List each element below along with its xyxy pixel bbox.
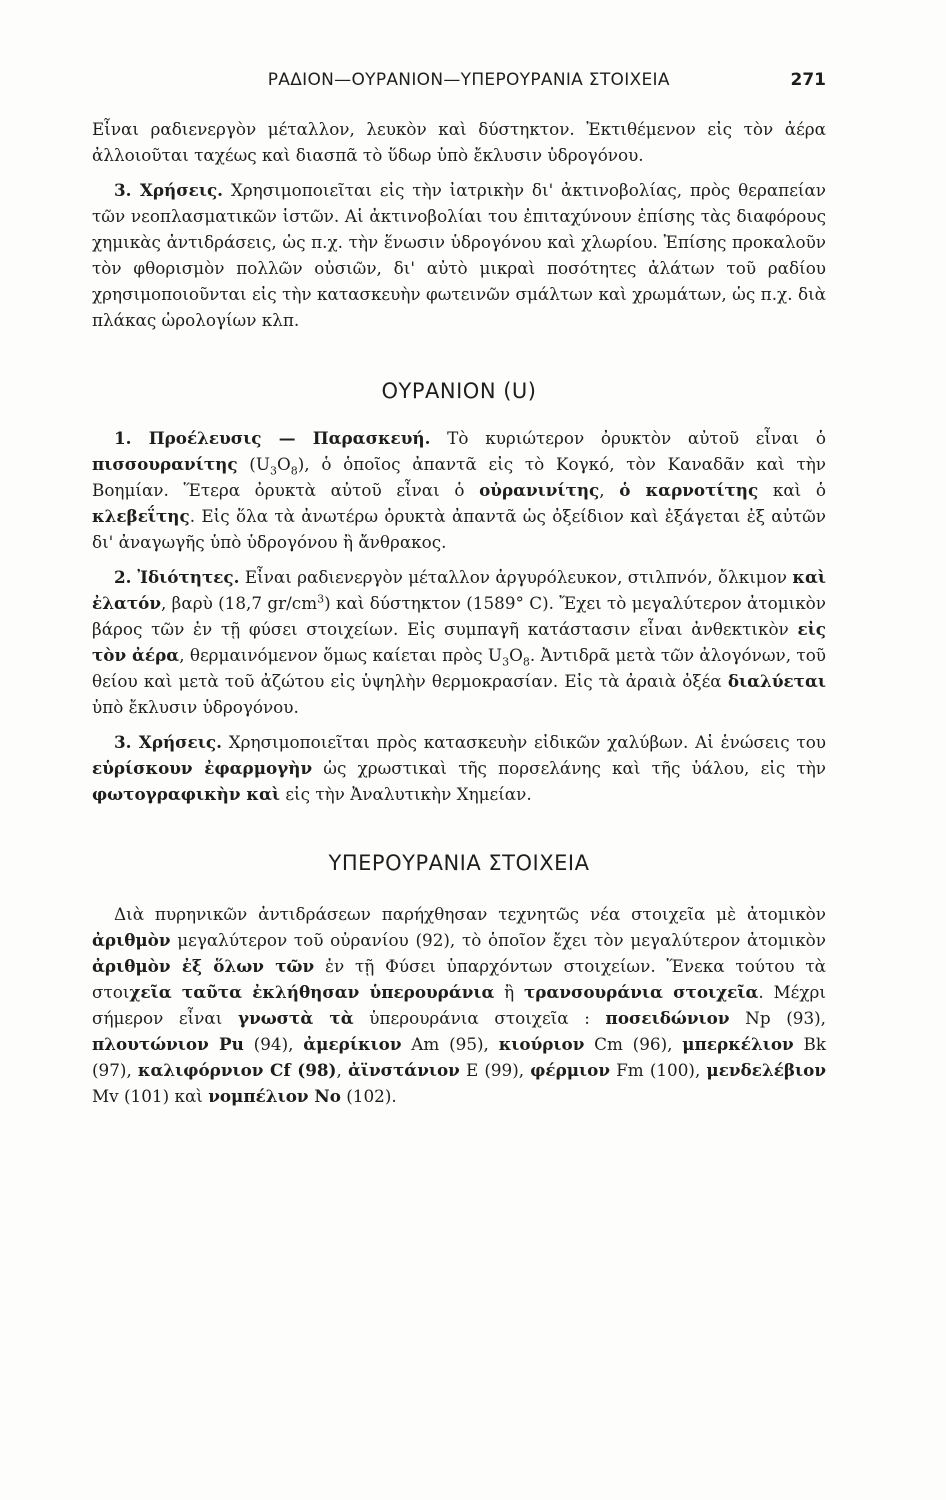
radium-uses-label: 3. Χρήσεις. — [114, 180, 224, 200]
text-run: Τὸ κυριώτερον ὀρυκτὸν αὐτοῦ εἶναι ὁ — [430, 428, 826, 448]
uranium-properties-label: 2. Ἰδιότητες. — [114, 567, 240, 587]
bold-run: εἰς τὸν ἀέρα — [92, 619, 826, 665]
element-symbol: , — [336, 1060, 348, 1080]
text-run: . Μέχρι σήμερον εἶναι — [92, 982, 826, 1028]
uranium-section-title: ΟΥΡΑΝΙΟΝ (U) — [381, 379, 537, 403]
element-curium: κιούριον — [498, 1034, 585, 1054]
bold-run: ἀριθμὸν ἐξ ὅλων τῶν — [92, 956, 315, 976]
element-symbol: Bk (97), — [92, 1034, 826, 1080]
element-californium: καλιφόρνιον Cf (98) — [137, 1060, 337, 1080]
element-plutonium: πλουτώνιον Pu — [92, 1034, 244, 1054]
formula-subscript: 3 — [502, 655, 510, 669]
radium-uses-text: Χρησιμοποιεῖται εἰς τὴν ἰατρικὴν δι' ἀκτινοβολίας, πρὸς θεραπείαν τῶν νεοπλασματικῶν ἱστῶν. Αἱ ἀκτινοβολίαι του ἐπιταχύνουν ἐπίσης τὰς διαφόρους χημικὰς ἀντιδράσεις, ὡς π.χ. τὴν ἕνωσιν ὑδρογόνου καὶ χλωρίου. Ἐπίσης προκαλοῦν τὸν φθορισμὸν πολλῶν οὐσιῶν, δι' αὐτὸ μικραὶ ποσότητες ἀλάτων τοῦ ραδίου χρησιμοποιοῦνται εἰς τὴν κατασκευὴν φωτεινῶν σμάλτων καὶ χρωμάτων, ὡς π.χ. διὰ πλάκας ὡρολογίων κλπ. — [92, 180, 827, 330]
bold-run: χεῖα ταῦτα ἐκλήθησαν ὑπερουράνια — [129, 982, 495, 1002]
uranium-properties-paragraph — [92, 564, 826, 720]
text-run: Διὰ πυρηνικῶν ἀντιδράσεων παρήχθησαν τεχνητῶς νέα στοιχεῖα μὲ ἀτομικὸν — [114, 904, 826, 924]
formula-subscript: 8 — [290, 464, 298, 478]
text-run: ἢ — [494, 982, 524, 1002]
text-run: . Ἀντιδρᾶ μετὰ τῶν ἀλογόνων, τοῦ θείου καὶ μετὰ τοῦ ἀζώτου εἰς ὑψηλὴν θερμοκρασίαν. Εἰς τὰ ἀραιὰ ὀξέα — [92, 645, 826, 691]
formula-part: (U — [237, 454, 270, 474]
element-symbol: Fm (100), — [610, 1060, 707, 1080]
element-nobelium: νομπέλιον No — [208, 1086, 341, 1106]
text-run: ) καὶ δύστηκτον (1589° C). Ἔχει τὸ μεγαλύτερον ἀτομικὸν βάρος τῶν ἐν τῇ φύσει στοιχείων. Εἰς συμπαγῆ κατάστασιν εἶναι ἀνθεκτικὸν — [92, 593, 826, 639]
radium-intro-paragraph — [92, 116, 826, 168]
element-symbol: (94), — [243, 1034, 304, 1054]
transuranium-section-title: ΥΠΕΡΟΥΡΑΝΙΑ ΣΤΟΙΧΕΙΑ — [328, 851, 590, 875]
element-symbol: Np (93), — [729, 1008, 827, 1028]
transuranium-paragraph — [92, 901, 826, 1109]
radium-uses-paragraph — [92, 177, 826, 333]
text-run: καὶ ὁ — [758, 480, 826, 500]
element-mendelevium: μενδελέβιον — [706, 1060, 827, 1080]
element-americium: ἀμερίκιον — [303, 1034, 402, 1054]
element-fermium: φέρμιον — [530, 1060, 611, 1080]
text-run: , ὁ ὁποῖος ἀπαντᾶ εἰς τὸ Κογκό, τὸν Καναδᾶν καὶ τὴν Βοημίαν. Ἕτερα ὀρυκτὰ αὐτοῦ εἶναι ὁ — [92, 454, 826, 500]
uranium-uses-label: 3. Χρήσεις. — [114, 732, 222, 752]
text-run: μεγαλύτερον τοῦ οὐρανίου (92), τὸ ὁποῖον ἔχει τὸν μεγαλύτερον ἀτομικὸν — [170, 930, 826, 950]
bold-run: διαλύεται — [727, 671, 826, 691]
bold-run: τρανσουράνια στοιχεῖα — [523, 982, 759, 1002]
element-symbol: E (99), — [459, 1060, 531, 1080]
uranium-origin-paragraph — [92, 425, 826, 555]
element-symbol: Mv (101) καὶ — [92, 1086, 209, 1106]
element-berkelium: μπερκέλιον — [682, 1034, 794, 1054]
text-run: ὑπερουράνια στοιχεῖα : — [353, 1008, 606, 1028]
formula-part: ) — [297, 454, 305, 474]
mineral-carnotite: ὁ καρνοτίτης — [619, 480, 759, 500]
text-run: . Εἰς ὅλα τὰ ἀνωτέρω ὀρυκτὰ ἀπαντᾶ ὡς ὀξείδιον καὶ ἐξάγεται ἐξ αὐτῶν δι' ἀναγωγῆς ὑπὸ ὑδρογόνου ἢ ἄνθρακος. — [92, 506, 826, 552]
formula-part: O — [276, 454, 291, 474]
element-einsteinium: ἀϊνστάνιον — [347, 1060, 460, 1080]
bold-run: καὶ ἐλατόν — [92, 567, 826, 613]
page-number: 271 — [790, 70, 826, 90]
mineral-pitchblende: πισσουρανίτης — [92, 454, 238, 474]
text-run: , θερμαινόμενον ὅμως καίεται πρὸς U — [179, 645, 503, 665]
formula-part: O — [509, 645, 523, 665]
formula-subscript: 8 — [522, 655, 530, 669]
page-header — [92, 70, 826, 90]
element-symbol: Am (95), — [401, 1034, 499, 1054]
formula-subscript: 3 — [269, 464, 277, 478]
uranium-uses-paragraph — [92, 729, 826, 807]
element-neptunium: ποσειδώνιον — [605, 1008, 730, 1028]
radium-intro-text: Εἶναι ραδιενεργὸν μέταλλον, λευκὸν καὶ δύστηκτον. Ἐκτιθέμενον εἰς τὸν ἀέρα ἀλλοιοῦται ταχέως καὶ διασπᾶ τὸ ὕδωρ ὑπὸ ἔκλυσιν ὑδρογόνου. — [92, 119, 826, 165]
running-head: ΡΑΔΙΟΝ—ΟΥΡΑΝΙΟΝ—ΥΠΕΡΟΥΡΑΝΙΑ ΣΤΟΙΧΕΙΑ — [267, 70, 670, 90]
text-run: Χρησιμοποιεῖται πρὸς κατασκευὴν εἰδικῶν χαλύβων. Αἱ ἑνώσεις του — [221, 732, 826, 752]
bold-run: γνωστὰ τὰ — [237, 1008, 354, 1028]
text-run: ὡς χρωστικαὶ τῆς πορσελάνης καὶ τῆς ὑάλου, εἰς τὴν — [312, 758, 826, 778]
unit-superscript: 3 — [317, 592, 325, 606]
bold-run: εὑρίσκουν ἐφαρμογὴν — [92, 758, 313, 778]
text-run: ἐν τῇ Φύσει ὑπαρχόντων στοιχείων. Ἕνεκα τούτου τὰ στοι — [92, 956, 826, 1002]
bold-run: φωτογραφικὴν καὶ — [92, 784, 280, 804]
text-run: , βαρὺ (18,7 gr/cm — [161, 593, 318, 613]
text-run: , — [599, 480, 620, 500]
uranium-origin-label: 1. Προέλευσις — Παρασκευή. — [114, 428, 431, 448]
bold-run: ἀριθμὸν — [92, 930, 171, 950]
text-run: Εἶναι ραδιενεργὸν μέταλλον ἀργυρόλευκον, στιλπνόν, ὄλκιμον — [239, 567, 793, 587]
element-symbol: Cm (96), — [584, 1034, 683, 1054]
text-run: εἰς τὴν Ἀναλυτικὴν Χημείαν. — [279, 784, 532, 804]
text-run: ὑπὸ ἔκλυσιν ὑδρογόνου. — [92, 697, 299, 717]
mineral-cleveite: κλεβεΐτης — [92, 506, 190, 526]
element-symbol: (102). — [340, 1086, 397, 1106]
mineral-uraninite: οὐρανινίτης — [479, 480, 600, 500]
